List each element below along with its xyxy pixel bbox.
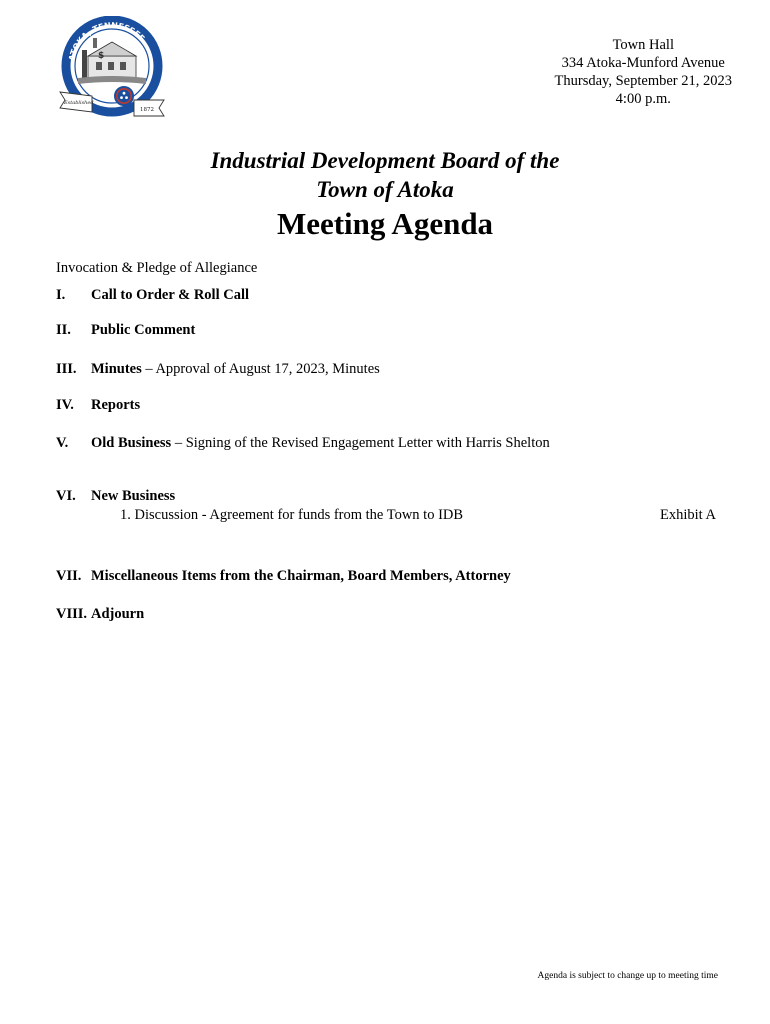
invocation-line: Invocation & Pledge of Allegiance (56, 260, 258, 276)
town-seal-logo (58, 16, 166, 120)
item-number: IV. (56, 397, 74, 413)
item-title: Adjourn (91, 606, 145, 622)
item-title: Minutes (91, 361, 142, 377)
seal-ring-text: ATOKA, TENNESSEE (67, 20, 147, 62)
item-number: VI. (56, 488, 76, 504)
item-title: Call to Order & Roll Call (91, 287, 250, 303)
footer-note: Agenda is subject to change up to meeting time (537, 971, 718, 981)
item-detail: – Signing of the Revised Engagement Letter with Harris Shelton (171, 435, 550, 451)
item-number: VIII. (56, 606, 88, 622)
agenda-title: Meeting Agenda (276, 206, 494, 241)
item-number: VII. (56, 568, 82, 584)
svg-text:$: $ (98, 51, 105, 61)
item-detail: – Approval of August 17, 2023, Minutes (141, 361, 380, 377)
item-title: New Business (91, 488, 176, 504)
item-title: Old Business (91, 435, 172, 451)
title-block (0, 146, 770, 243)
item-title: Miscellaneous Items from the Chairman, Board Members, Attorney (91, 568, 511, 584)
meeting-date: Thursday, September 21, 2023 (554, 73, 732, 89)
item-number: II. (56, 322, 71, 338)
exhibit-label: Exhibit A (660, 507, 716, 523)
seal-banner-right: 1872 (140, 107, 154, 113)
meeting-time: 4:00 p.m. (615, 91, 671, 107)
new-business-subitem: 1. Discussion - Agreement for funds from the Town to IDB (120, 507, 464, 523)
item-number: I. (56, 287, 66, 303)
item-number: III. (56, 361, 77, 377)
meeting-address: 334 Atoka-Munford Avenue (561, 55, 725, 71)
item-number: V. (56, 435, 69, 451)
item-title: Public Comment (91, 322, 196, 338)
meeting-header (555, 36, 732, 108)
board-title-line1: Industrial Development Board of the (210, 148, 560, 173)
seal-banner-left: Established (64, 100, 94, 106)
board-title-line2: Town of Atoka (316, 177, 454, 202)
item-title: Reports (91, 397, 141, 413)
meeting-location: Town Hall (612, 37, 674, 53)
